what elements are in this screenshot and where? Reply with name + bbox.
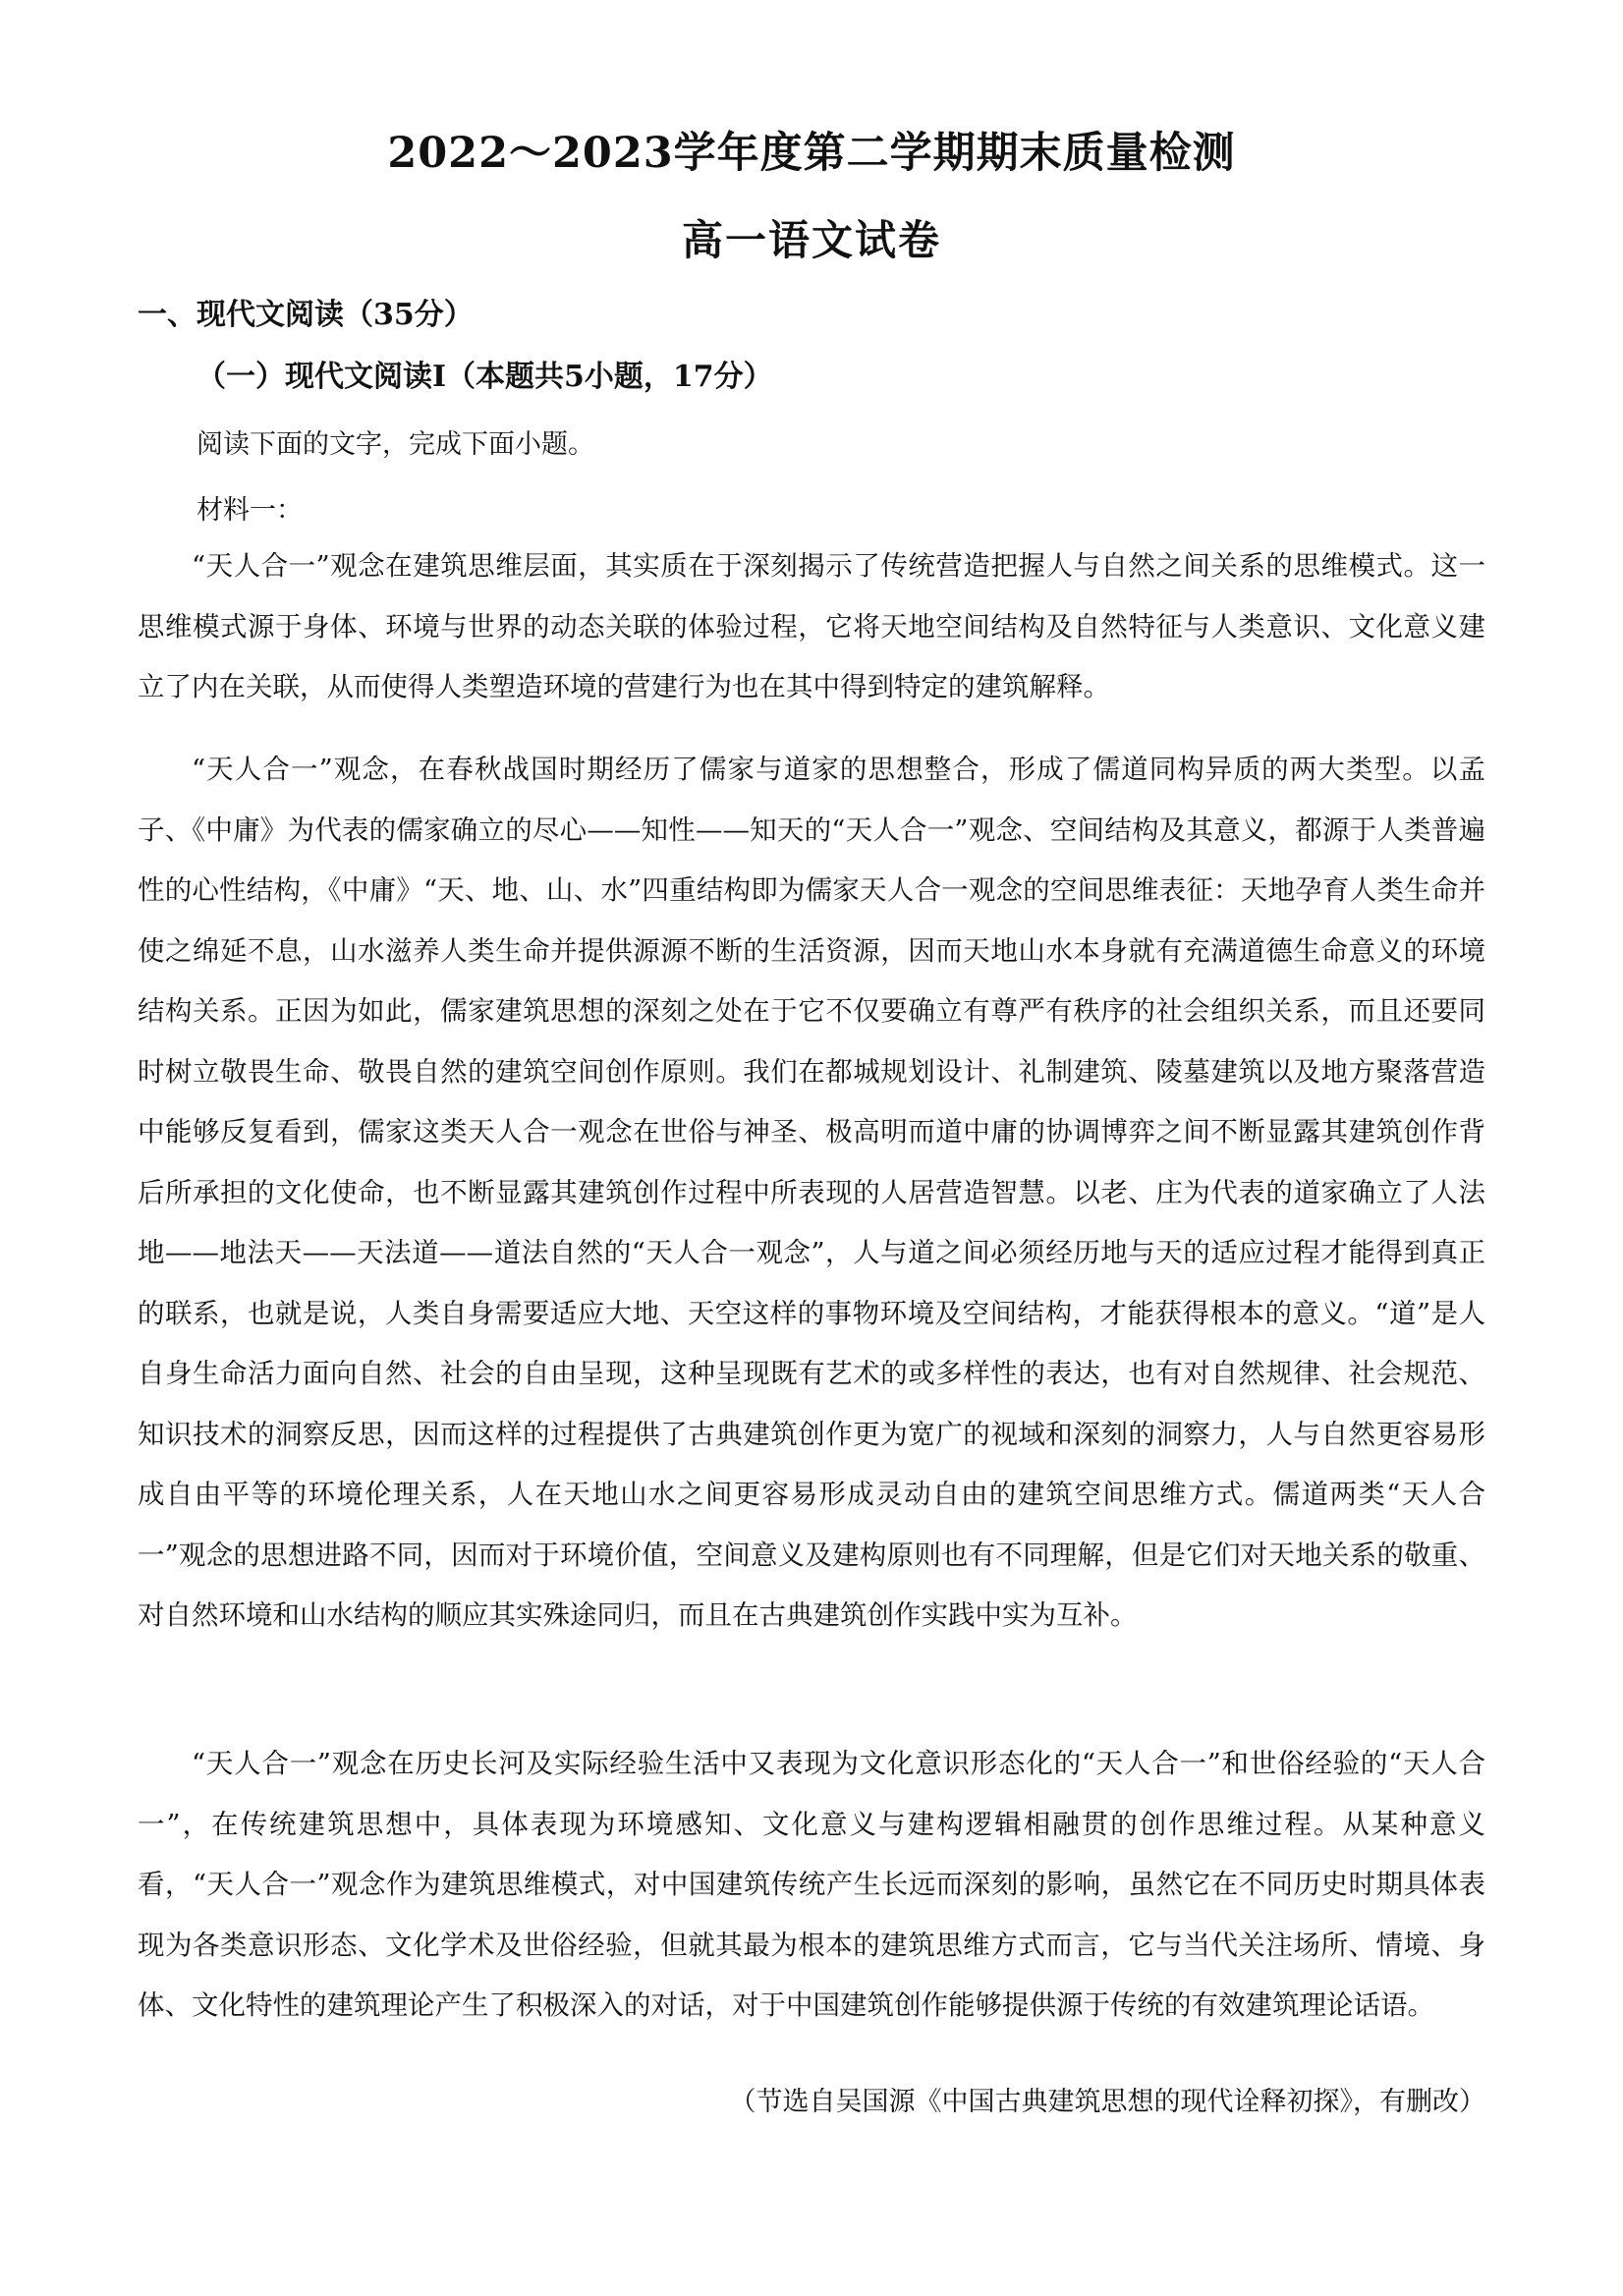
passage-paragraph-2: “天人合一”观念，在春秋战国时期经历了儒家与道家的思想整合，形成了儒道同构异质的两大类型。以孟子、《中庸》为代表的儒家确立的尽心——知性——知天的“天人合一”观念、空间结构及其意义，都源于人类普遍性的心性结构，《中庸》“天、地、山、水”四重结构即为儒家天人合一观念的空间思维表征：天地孕育人类生命并使之绵延不息，山水滋养人类生命并提供源源不断的生活资源，因而天地山水本身就有充满道德生命意义的环境结构关系。正因为如此，儒家建筑思想的深刻之处在于它不仅要确立有尊严有秩序的社会组织关系，而且还要同时树立敬畏生命、敬畏自然的建筑空间创作原则。我们在都城规划设计、礼制建筑、陵墓建筑以及地方聚落营造中能够反复看到，儒家这类天人合一观念在世俗与神圣、极高明而道中庸的协调博弈之间不断显露其建筑创作背后所承担的文化使命，也不断显露其建筑创作过程中所表现的人居营造智慧。以老、庄为代表的道家确立了人法地——地法天——天法道——道法自然的“天人合一观念”，人与道之间必须经历地与天的适应过程才能得到真正的联系，也就是说，人类自身需要适应大地、天空这样的事物环境及空间结构，才能获得根本的意义。“道”是人自身生命活力面向自然、社会的自由呈现，这种呈现既有艺术的或多样性的表达，也有对自然规律、社会规范、知识技术的洞察反思，因而这样的过程提供了古典建筑创作更为宽广的视域和深刻的洞察力，人与自然更容易形成自由平等的环境伦理关系，人在天地山水之间更容易形成灵动自由的建筑空间思维方式。儒道两类“天人合一”观念的思想进路不同，因而对于环境价值，空间意义及建构原则也有不同理解，但是它们对天地关系的敬重、对自然环境和山水结构的顺应其实殊途同归，而且在古典建筑创作实践中实为互补。 <box>138 754 1485 1631</box>
passage-source: （节选自吴国源《中国古典建筑思想的现代诠释初探》，有删改） <box>729 2087 1485 2117</box>
passage-paragraph-3: “天人合一”观念在历史长河及实际经验生活中又表现为文化意识形态化的“天人合一”和世俗经验的“天人合一”，在传统建筑思想中，具体表现为环境感知、文化意义与建构逻辑相融贯的创作思维过程。从某种意义看，“天人合一”观念作为建筑思维模式，对中国建筑传统产生长远而深刻的影响，虽然它在不同历史时期具体表现为各类意识形态、文化学术及世俗经验，但就其最为根本的建筑思维方式而言，它与当代关注场所、情境、身体、文化特性的建筑理论产生了积极深入的对话，对于中国建筑创作能够提供源于传统的有效建筑理论话语。 <box>138 1748 1485 2021</box>
exam-title: 2022～2023学年度第二学期期末质量检测 <box>387 129 1236 178</box>
material-label: 材料一： <box>196 495 303 526</box>
exam-subtitle: 高一语文试卷 <box>681 216 941 264</box>
section-heading: 一、现代文阅读（35分） <box>138 298 474 332</box>
passage-paragraph-1: “天人合一”观念在建筑思维层面，其实质在于深刻揭示了传统营造把握人与自然之间关系的思维模式。这一思维模式源于身体、环境与世界的动态关联的体验过程，它将天地空间结构及自然特征与人类意识、文化意义建立了内在关联，从而使得人类塑造环境的营建行为也在其中得到特定的建筑解释。 <box>138 550 1485 702</box>
subsection-heading: （一）现代文阅读Ⅰ（本题共5小题，17分） <box>196 360 773 394</box>
reading-instruction: 阅读下面的文字，完成下面小题。 <box>196 429 594 460</box>
